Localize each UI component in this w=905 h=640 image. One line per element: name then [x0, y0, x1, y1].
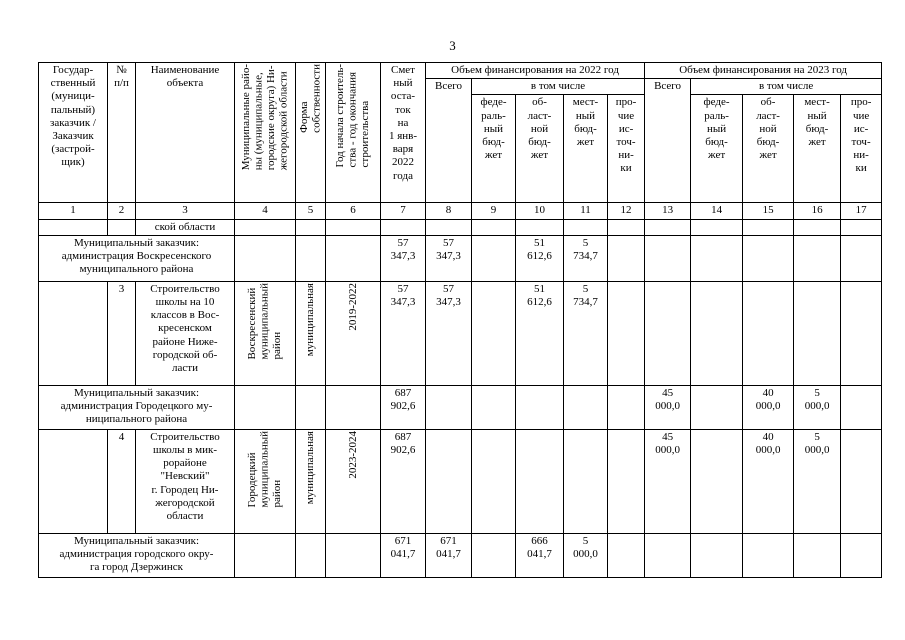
customer-row: [39, 533, 882, 577]
col-header-local-2022: мест- ный бюд- жет: [564, 95, 608, 203]
value-cell: [691, 533, 743, 577]
column-number: 13: [645, 203, 691, 219]
value-cell: [516, 385, 564, 429]
value-cell: [691, 281, 743, 385]
column-number: 10: [516, 203, 564, 219]
value-cell: 5 000,0: [564, 533, 608, 577]
col-header-other-2023: про- чие ис- точ- ни- ки: [841, 95, 882, 203]
value-cell: [608, 281, 645, 385]
value-cell: 5 734,7: [564, 281, 608, 385]
empty-cell: [235, 533, 296, 577]
object-district: Городецкий муниципальный район: [235, 429, 296, 533]
empty-cell: [296, 219, 326, 235]
value-cell: [794, 235, 841, 281]
col-header-object-name: Наименование объекта: [136, 63, 235, 203]
col-header-other-2022: про- чие ис- точ- ни- ки: [608, 95, 645, 203]
value-cell: [516, 429, 564, 533]
object-district: Воскресенский муниципальный район: [235, 281, 296, 385]
value-cell: [841, 429, 882, 533]
col-header-incl-2022: в том числе: [472, 79, 645, 95]
empty-cell: [235, 235, 296, 281]
object-ownership: муниципальная: [296, 429, 326, 533]
object-years: 2023-2024: [326, 429, 381, 533]
value-cell: 57 347,3: [381, 281, 426, 385]
column-numbers-row: [39, 203, 882, 219]
empty-cell: [564, 219, 608, 235]
empty-cell: [326, 533, 381, 577]
value-cell: [426, 429, 472, 533]
value-cell: [472, 385, 516, 429]
value-cell: 40 000,0: [743, 385, 794, 429]
financing-table: [38, 62, 882, 578]
value-cell: [472, 533, 516, 577]
value-cell: 5 000,0: [794, 385, 841, 429]
col-header-financing-2023: Объем финансирования на 2023 год: [645, 63, 882, 79]
col-header-local-2023: мест- ный бюд- жет: [794, 95, 841, 203]
customer-name: Муниципальный заказчик: администрация городского окру- га город Дзержинск: [39, 533, 235, 577]
object-years: 2019-2022: [326, 281, 381, 385]
empty-cell: [472, 219, 516, 235]
column-number: 4: [235, 203, 296, 219]
value-cell: [743, 235, 794, 281]
object-number: 3: [108, 281, 136, 385]
header-row-1: [39, 63, 882, 79]
value-cell: [426, 385, 472, 429]
empty-cell: [841, 219, 882, 235]
value-cell: [841, 533, 882, 577]
col-header-years: Год начала строитель- ства - год окончания строительства: [326, 63, 381, 203]
value-cell: 57 347,3: [381, 235, 426, 281]
col-header-estimate-balance: Смет ный оста- ток на 1 янв- варя 2022 года: [381, 63, 426, 203]
value-cell: [841, 385, 882, 429]
col-header-total-2022: Всего: [426, 79, 472, 203]
empty-cell: [296, 235, 326, 281]
empty-cell: [691, 219, 743, 235]
column-number: 7: [381, 203, 426, 219]
col-header-regional-2022: об- ласт- ной бюд- жет: [516, 95, 564, 203]
value-cell: [472, 429, 516, 533]
col-header-federal-2023: феде- раль- ный бюд- жет: [691, 95, 743, 203]
customer-name: Муниципальный заказчик: администрация Воскресенского муниципального района: [39, 235, 235, 281]
column-number: 12: [608, 203, 645, 219]
empty-cell: [296, 533, 326, 577]
value-cell: [608, 429, 645, 533]
column-number: 11: [564, 203, 608, 219]
empty-cell: [381, 219, 426, 235]
col-header-ownership: Форма собственности: [296, 63, 326, 203]
empty-cell: [608, 219, 645, 235]
value-cell: 687 902,6: [381, 385, 426, 429]
empty-cell: [235, 385, 296, 429]
empty-cell: [794, 219, 841, 235]
empty-cell: [516, 219, 564, 235]
column-number: 6: [326, 203, 381, 219]
col-header-regional-2023: об- ласт- ной бюд- жет: [743, 95, 794, 203]
value-cell: 57 347,3: [426, 235, 472, 281]
value-cell: [608, 235, 645, 281]
column-number: 5: [296, 203, 326, 219]
object-row: [39, 429, 882, 533]
col-header-district: Муниципальные райо- ны (муниципальные, городские округа) Ни- жегородской области: [235, 63, 296, 203]
object-name: Строительство школы на 10 классов в Вос- кресенском районе Ниже- городской об- ласти: [136, 281, 235, 385]
value-cell: [564, 429, 608, 533]
column-number: 17: [841, 203, 882, 219]
value-cell: 45 000,0: [645, 385, 691, 429]
column-number: 14: [691, 203, 743, 219]
col-header-financing-2022: Объем финансирования на 2022 год: [426, 63, 645, 79]
empty-cell: [296, 385, 326, 429]
empty-cell: [235, 219, 296, 235]
customer-name: Муниципальный заказчик: администрация Городецкого му- ниципального района: [39, 385, 235, 429]
value-cell: 671 041,7: [381, 533, 426, 577]
value-cell: [691, 429, 743, 533]
col-header-total-2023: Всего: [645, 79, 691, 203]
column-number: 8: [426, 203, 472, 219]
value-cell: 5 000,0: [794, 429, 841, 533]
value-cell: [645, 281, 691, 385]
empty-cell: [39, 219, 108, 235]
column-number: 16: [794, 203, 841, 219]
value-cell: 671 041,7: [426, 533, 472, 577]
column-number: 9: [472, 203, 516, 219]
object-row: [39, 281, 882, 385]
value-cell: [608, 533, 645, 577]
object-name: Строительство школы в мик- рорайоне "Невский" г. Городец Ни- жегородской области: [136, 429, 235, 533]
empty-cell: [326, 385, 381, 429]
object-ownership: муниципальная: [296, 281, 326, 385]
col-header-number: № п/п: [108, 63, 136, 203]
value-cell: [743, 533, 794, 577]
col-header-incl-2023: в том числе: [691, 79, 882, 95]
value-cell: [564, 385, 608, 429]
value-cell: [841, 235, 882, 281]
customer-row: [39, 235, 882, 281]
page-number: 3: [449, 38, 456, 53]
col-header-federal-2022: феде- раль- ный бюд- жет: [472, 95, 516, 203]
continuation-text: ской области: [136, 219, 235, 235]
empty-cell: [743, 219, 794, 235]
value-cell: [608, 385, 645, 429]
column-number: 1: [39, 203, 108, 219]
object-number: 4: [108, 429, 136, 533]
value-cell: [645, 235, 691, 281]
value-cell: 5 734,7: [564, 235, 608, 281]
column-number: 2: [108, 203, 136, 219]
value-cell: [743, 281, 794, 385]
value-cell: 51 612,6: [516, 281, 564, 385]
value-cell: 45 000,0: [645, 429, 691, 533]
value-cell: [645, 533, 691, 577]
empty-cell: [39, 429, 108, 533]
value-cell: 51 612,6: [516, 235, 564, 281]
value-cell: [472, 235, 516, 281]
value-cell: 40 000,0: [743, 429, 794, 533]
value-cell: [841, 281, 882, 385]
empty-cell: [326, 235, 381, 281]
value-cell: [794, 533, 841, 577]
customer-row: [39, 385, 882, 429]
value-cell: 666 041,7: [516, 533, 564, 577]
value-cell: [691, 235, 743, 281]
empty-cell: [645, 219, 691, 235]
continuation-row: [39, 219, 882, 235]
value-cell: [472, 281, 516, 385]
column-number: 15: [743, 203, 794, 219]
empty-cell: [426, 219, 472, 235]
value-cell: 57 347,3: [426, 281, 472, 385]
value-cell: [794, 281, 841, 385]
col-header-customer: Государ- ственный (муници- пальный) заказчик / Заказчик (застрой- щик): [39, 63, 108, 203]
empty-cell: [39, 281, 108, 385]
empty-cell: [108, 219, 136, 235]
column-number: 3: [136, 203, 235, 219]
value-cell: 687 902,6: [381, 429, 426, 533]
empty-cell: [326, 219, 381, 235]
value-cell: [691, 385, 743, 429]
